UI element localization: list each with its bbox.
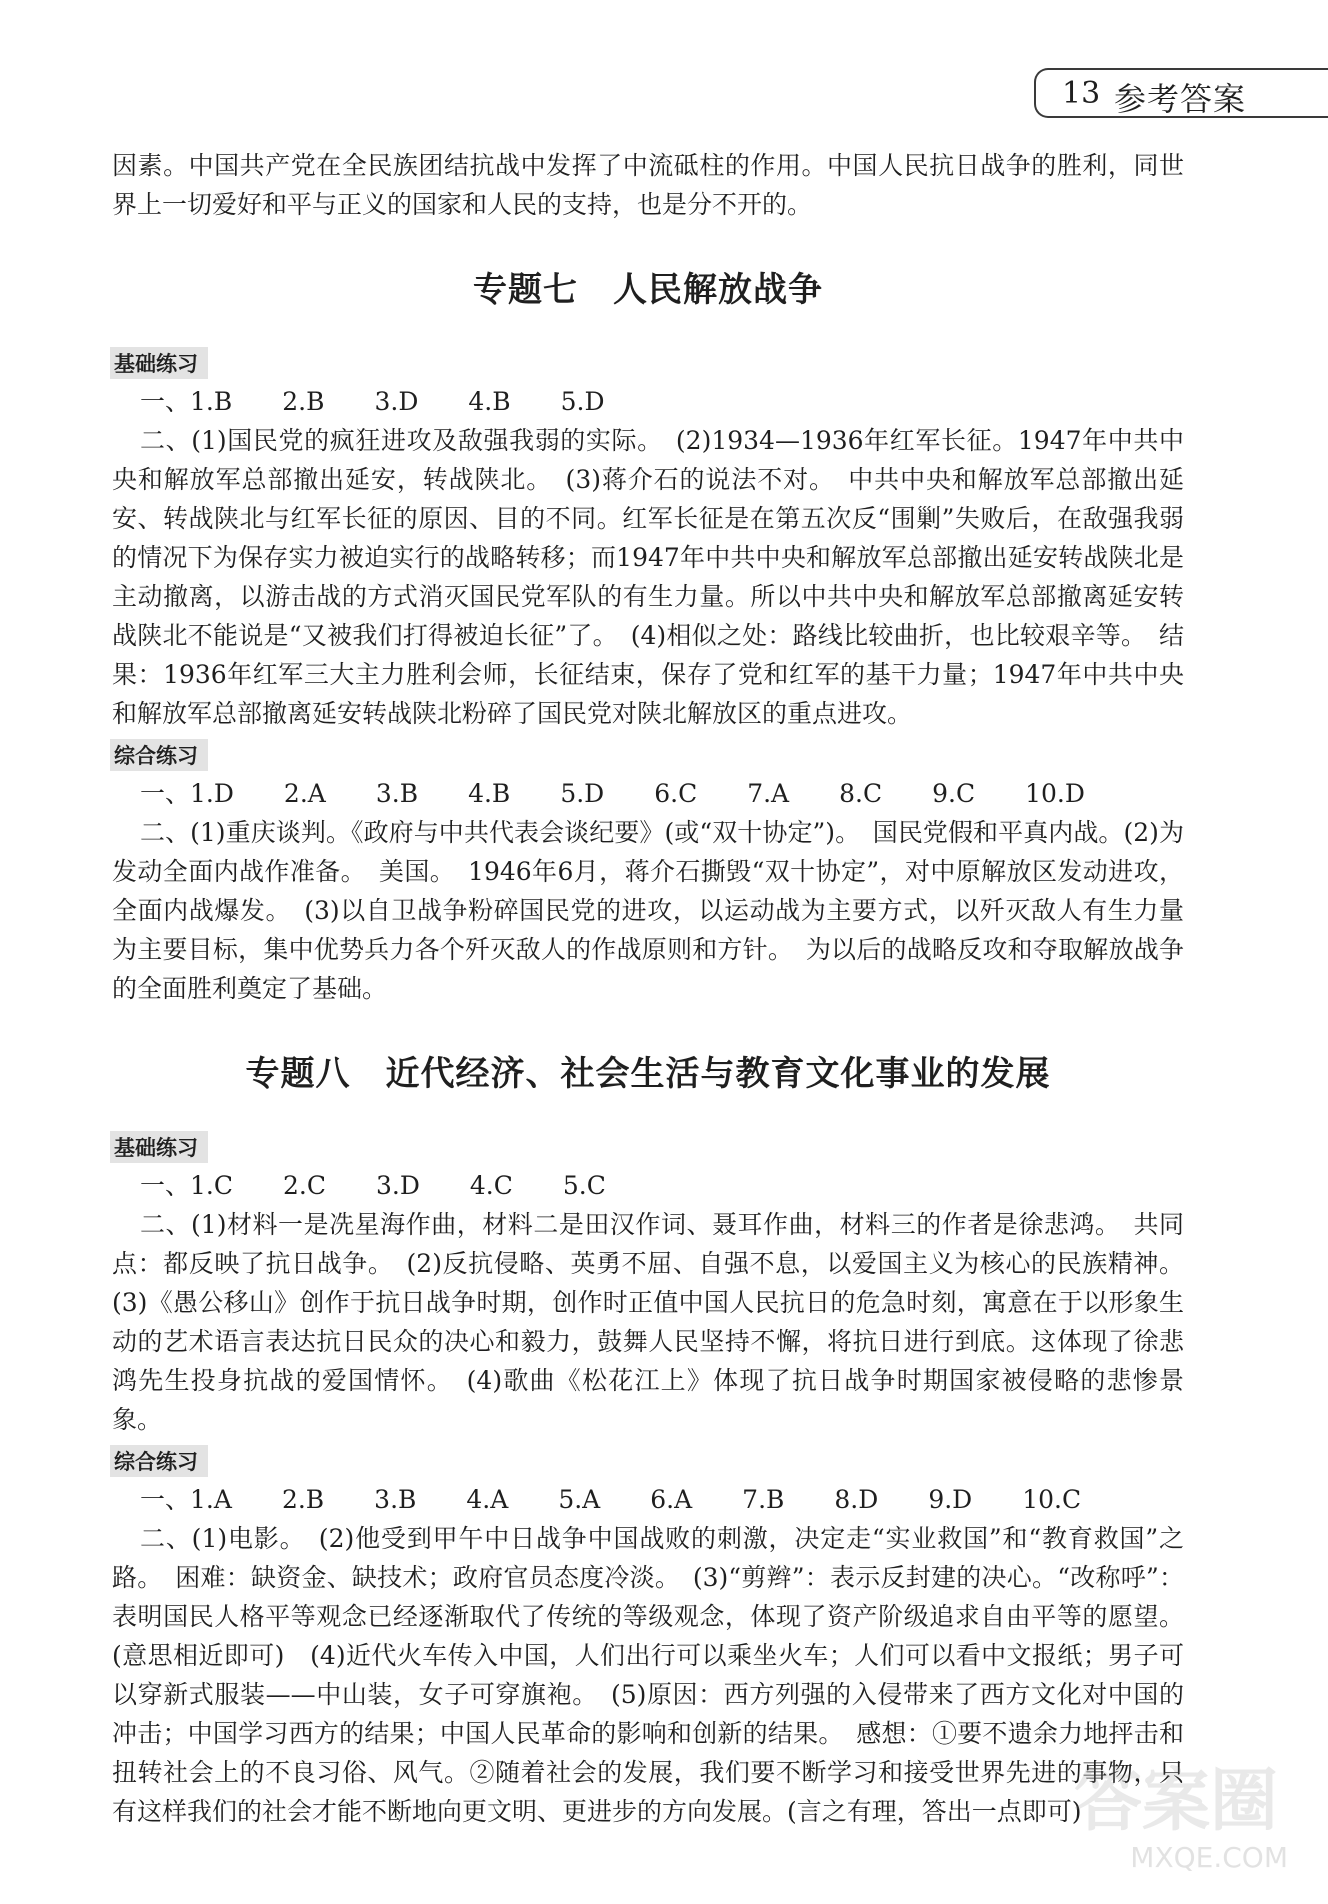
- comprehensive-practice-label: 综合练习: [110, 1445, 208, 1477]
- short-answer: 二、(1)材料一是冼星海作曲，材料二是田汉作词、聂耳作曲，材料三的作者是徐悲鸿。 共同点：都反映了抗日战争。 (2)反抗侵略、英勇不屈、自强不息，以爱国主义为核心的民族精神。(3)《愚公移山》创作于抗日战争时期，创作时正值中国人民抗日的危急时刻，寓意在于以形象生动的艺术语言表达抗日民众的决心和毅力，鼓舞人民坚持不懈，将抗日进行到底。这体现了徐悲鸿先生投身抗战的爱国情怀。 (4)歌曲《松花江上》体现了抗日战争时期国家被侵略的悲惨景象。: [112, 1210, 1184, 1434]
- mc-answers: [112, 1481, 1184, 1519]
- watermark-logo: [978, 1764, 1288, 1874]
- mc-answers: [112, 775, 1184, 813]
- short-answer: 二、(1)国民党的疯狂进攻及敌强我弱的实际。 (2)1934—1936年红军长征。1947年中共中央和解放军总部撤出延安，转战陕北。 (3)蒋介石的说法不对。 中共中央和解放军总部撤出延安、转战陕北与红军长征的原因、目的不同。红军长征是在第五次反“围剿”失败后，在敌强我弱的情况下为保存实力被迫实行的战略转移；而1947年中共中央和解放军总部撤出延安转战陕北是主动撤离，以游击战的方式消灭国民党军队的有生力量。所以中共中央和解放军总部撤离延安转战陕北不能说是“又被我们打得被迫长征”了。 (4)相似之处：路线比较曲折，也比较艰辛等。 结果：1936年红军三大主力胜利会师，长征结束，保存了党和红军的基干力量；1947年中共中央和解放军总部撤离延安转战陕北粉碎了国民党对陕北解放区的重点进攻。: [112, 426, 1184, 728]
- section-8: [112, 1046, 1184, 1831]
- mc-answer: 5.A: [558, 1485, 601, 1514]
- mc-answer: 3.D: [374, 387, 419, 416]
- mc-answer: 4.C: [469, 1171, 513, 1200]
- short-answer: 二、(1)重庆谈判。《政府与中共代表会谈纪要》(或“双十协定”)。 国民党假和平真内战。(2)为发动全面内战作准备。 美国。 1946年6月，蒋介石撕毁“双十协定”，对中原解放区发动进攻，全面内战爆发。 (3)以自卫战争粉碎国民党的进攻，以运动战为主要方式，以歼灭敌人有生力量为主要目标，集中优势兵力各个歼灭敌人的作战原则和方针。 为以后的战略反攻和夺取解放战争的全面胜利奠定了基础。: [112, 818, 1184, 1003]
- mc-answers: [112, 383, 1184, 421]
- mc-answer: 2.A: [283, 779, 326, 808]
- header-title: 参考答案: [1114, 80, 1247, 118]
- section-title: 专题八 近代经济、社会生活与教育文化事业的发展: [245, 1054, 1051, 1094]
- mc-answer: 3.B: [375, 779, 419, 808]
- mc-answer: 1.A: [190, 1485, 232, 1514]
- intro-paragraph: 因素。中国共产党在全民族团结抗战中发挥了中流砥柱的作用。中国人民抗日战争的胜利，同世界上一切爱好和平与正义的国家和人民的支持，也是分不开的。: [112, 151, 1184, 219]
- mc-answer: 10.C: [1022, 1485, 1082, 1514]
- mc-answer: 6.A: [650, 1485, 693, 1514]
- mc-answer: 4.A: [466, 1485, 509, 1514]
- mc-prefix: 一、: [140, 387, 191, 416]
- mc-answer: 6.C: [654, 779, 698, 808]
- mc-answer: 9.D: [928, 1485, 973, 1514]
- basic-practice-label: 基础练习: [110, 1131, 208, 1163]
- mc-answer: 5.C: [562, 1171, 606, 1200]
- watermark-text: 答案圈: [1073, 1762, 1278, 1841]
- mc-answer: 10.D: [1025, 779, 1085, 808]
- mc-answer: 3.B: [374, 1485, 417, 1514]
- watermark-url: MXQE.COM: [1130, 1841, 1288, 1874]
- short-answer: 二、(1)电影。 (2)他受到甲午中日战争中国战败的刺激，决定走“实业救国”和“教育救国”之路。 困难：缺资金、缺技术；政府官员态度冷淡。 (3)“剪辫”：表示反封建的决心。“改称呼”：表明国民人格平等观念已经逐渐取代了传统的等级观念，体现了资产阶级追求自由平等的愿望。(意思相近即可) (4)近代火车传入中国，人们出行可以乘坐火车；人们可以看中文报纸；男子可以穿新式服装——中山装，女子可穿旗袍。 (5)原因：西方列强的入侵带来了西方文化对中国的冲击；中国学习西方的结果；中国人民革命的影响和创新的结果。 感想：①要不遗余力地抨击和扭转社会上的不良习俗、风气。②随着社会的发展，我们要不断学习和接受世界先进的事物，只有这样我们的社会才能不断地向更文明、更进步的方向发展。(言之有理，答出一点即可): [112, 1524, 1184, 1826]
- page-header-tab: [1034, 68, 1328, 118]
- mc-prefix: 一、: [140, 1171, 191, 1200]
- mc-answer: 5.D: [560, 387, 605, 416]
- mc-answer: 9.C: [932, 779, 976, 808]
- mc-answer: 8.C: [839, 779, 883, 808]
- mc-answers: [112, 1167, 1184, 1205]
- mc-answer: 1.D: [190, 779, 234, 808]
- page-number: 13: [1062, 76, 1101, 111]
- mc-answer: 7.B: [742, 1485, 785, 1514]
- mc-prefix: 一、: [140, 779, 191, 808]
- basic-practice-label: 基础练习: [110, 347, 208, 379]
- mc-answer: 1.B: [190, 387, 233, 416]
- mc-answer: 2.B: [282, 387, 325, 416]
- mc-answer: 5.D: [560, 779, 605, 808]
- mc-answer: 3.D: [375, 1171, 420, 1200]
- mc-prefix: 一、: [140, 1485, 191, 1514]
- mc-answer: 2.C: [283, 1171, 326, 1200]
- mc-answer: 4.B: [468, 779, 511, 808]
- mc-answer: 1.C: [190, 1171, 233, 1200]
- section-7: [112, 262, 1184, 1008]
- main-content: [112, 146, 1184, 1831]
- mc-answer: 4.B: [468, 387, 511, 416]
- section-title: 专题七 人民解放战争: [473, 270, 823, 310]
- mc-answer: 7.A: [747, 779, 790, 808]
- mc-answer: 8.D: [834, 1485, 879, 1514]
- mc-answer: 2.B: [281, 1485, 325, 1514]
- comprehensive-practice-label: 综合练习: [110, 739, 208, 771]
